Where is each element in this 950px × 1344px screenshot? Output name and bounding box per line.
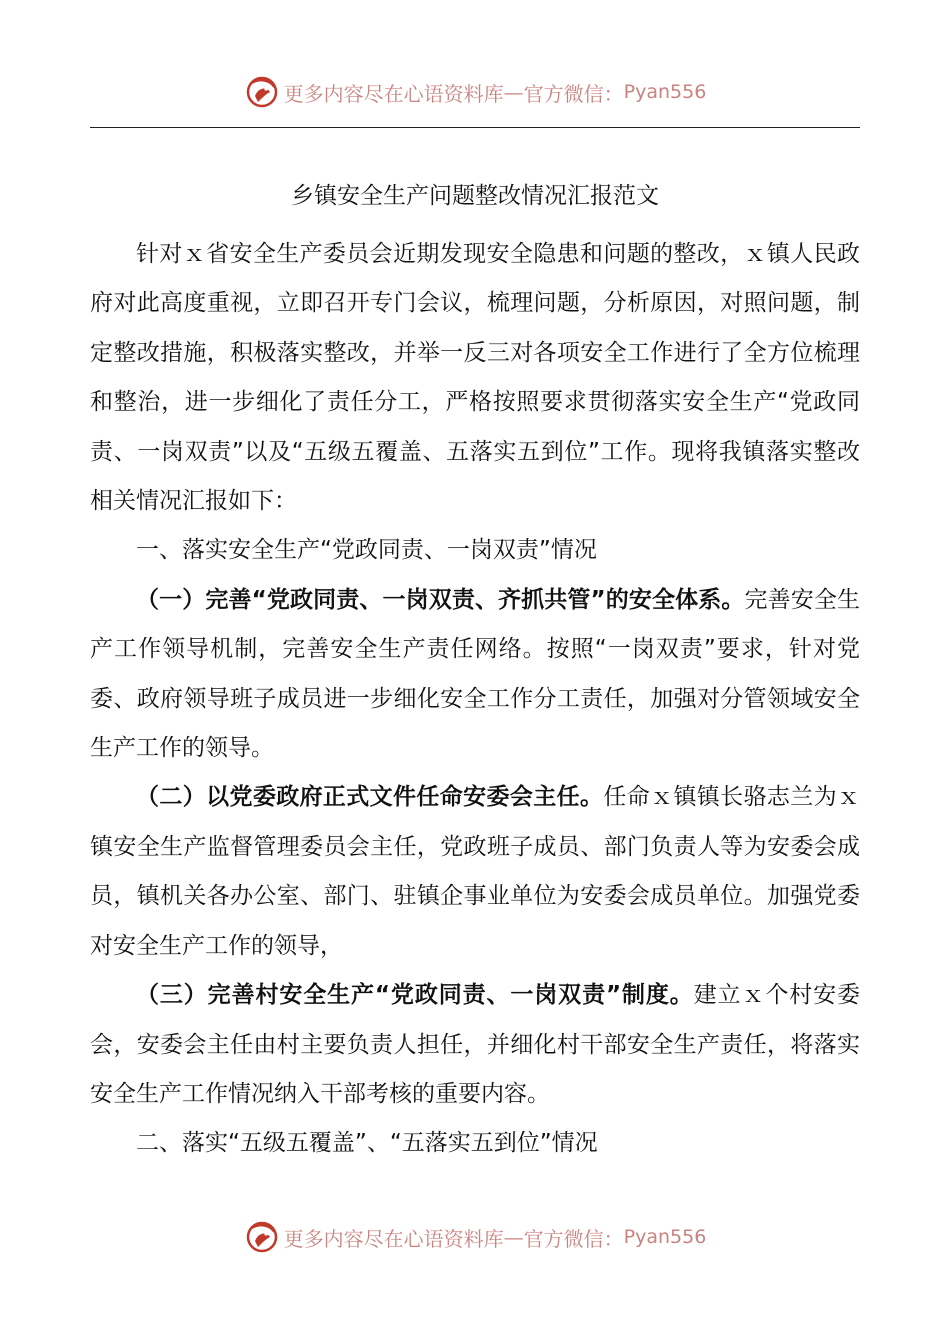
header-divider xyxy=(90,127,860,128)
item-title-1: （一）完善“党政同责、一岗双责、齐抓共管”的安全体系。 xyxy=(136,586,745,613)
header-banner xyxy=(0,68,950,116)
item-paragraph-2 xyxy=(90,773,860,971)
document-title: 乡镇安全生产问题整改情况汇报范文 xyxy=(291,183,659,209)
item-title-3: （三）完善村安全生产“党政同责、一岗双责”制度。 xyxy=(136,982,694,1009)
section-heading-1: 一、落实安全生产“党政同责、一岗双责”情况 xyxy=(136,537,597,564)
intro-paragraph: 针对ｘ省安全生产委员会近期发现安全隐患和问题的整改，ｘ镇人民政府对此高度重视，立即召开专门会议，梳理问题，分析原因，对照问题，制定整改措施，积极落实整改，并举一反三对各项安全工作进行了全方位梳理和整治，进一步细化了责任分工，严格按照要求贯彻落实安全生产“党政同责、一岗双责”以及“五级五覆盖、五落实五到位”工作。现将我镇落实整改相关情况汇报如下： xyxy=(90,241,860,515)
item-paragraph-1 xyxy=(90,576,860,774)
brand-logo-icon xyxy=(244,74,280,110)
footer-banner-separator: — xyxy=(503,1225,524,1249)
banner-wechat-label: 官方微信： xyxy=(523,81,624,106)
banner-text: 更多内容尽在心语资料库 xyxy=(283,81,504,106)
item-title-2: （二）以党委政府正式文件任命安委会主任。 xyxy=(136,784,604,811)
footer-banner-text: 更多内容尽在心语资料库 xyxy=(283,1226,504,1251)
banner-separator: — xyxy=(503,80,524,104)
document-body xyxy=(90,230,860,1169)
item-text-3: 建立ｘ个村安委会，安委会主任由村主要负责人担任，并细化村干部安全生产责任，将落实安全生产工作情况纳入干部考核的重要内容。 xyxy=(90,982,861,1107)
footer-banner xyxy=(0,1213,950,1261)
brand-logo-icon xyxy=(244,1219,280,1255)
item-paragraph-3 xyxy=(90,971,860,1119)
item-text-1: 完善安全生产工作领导机制，完善安全生产责任网络。按照“一岗双责”要求，针对党委、政府领导班子成员进一步细化安全工作分工责任，加强对分管领域安全生产工作的领导。 xyxy=(90,586,861,762)
footer-banner-wechat-id: Pyan556 xyxy=(623,1226,707,1248)
section-heading-2: 二、落实“五级五覆盖”、“五落实五到位”情况 xyxy=(136,1130,598,1157)
banner-wechat-id: Pyan556 xyxy=(623,81,707,103)
item-text-2: 任命ｘ镇镇长骆志兰为ｘ镇安全生产监督管理委员会主任，党政班子成员、部门负责人等为安委会成员，镇机关各办公室、部门、驻镇企事业单位为安委会成员单位。加强党委对安全生产工作的领导， xyxy=(90,784,861,959)
footer-banner-wechat-label: 官方微信： xyxy=(523,1226,624,1251)
